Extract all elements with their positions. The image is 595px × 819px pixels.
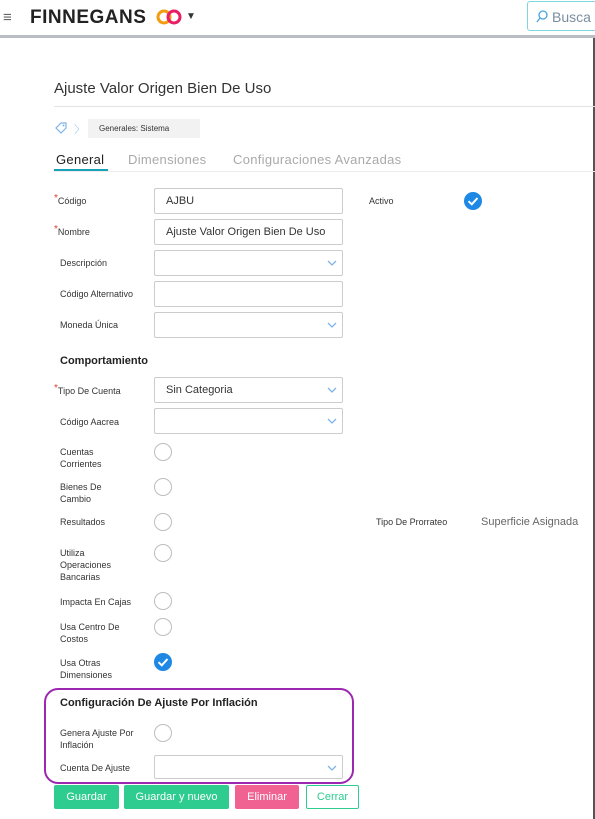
genera-ajuste-label: Genera Ajuste Por Inflación xyxy=(60,728,134,750)
tipo-cuenta-select[interactable] xyxy=(154,377,343,403)
usa-otras-dimensiones-checkbox[interactable] xyxy=(154,653,172,671)
tabs-divider xyxy=(54,171,595,172)
page-title: Ajuste Valor Origen Bien De Uso xyxy=(54,80,272,97)
guardar-nuevo-button[interactable]: Guardar y nuevo xyxy=(124,785,229,809)
tag-icon[interactable] xyxy=(55,122,67,134)
moneda-select[interactable] xyxy=(154,312,343,338)
codigo-alternativo-label: Código Alternativo xyxy=(60,289,134,299)
moneda-label: Moneda Única xyxy=(60,320,119,330)
bienes-cambio-radio[interactable] xyxy=(154,478,172,496)
cerrar-button[interactable]: Cerrar xyxy=(306,785,359,809)
usa-otras-dimensiones-label: Usa Otras Dimensiones xyxy=(60,658,113,680)
chevron-right-icon: 〉 xyxy=(74,124,85,136)
cuentas-corrientes-radio[interactable] xyxy=(154,443,172,461)
search-input[interactable] xyxy=(527,1,595,31)
cuenta-ajuste-label: Cuenta De Ajuste xyxy=(60,763,131,773)
codigo-aacrea-select[interactable] xyxy=(154,408,343,434)
usa-centro-costos-label: Usa Centro De Costos xyxy=(60,622,120,644)
tab-configuraciones-avanzadas[interactable]: Configuraciones Avanzadas xyxy=(233,152,402,167)
descripcion-select[interactable] xyxy=(154,250,343,276)
tab-general[interactable]: General xyxy=(56,152,105,167)
chevron-down-icon xyxy=(327,417,337,425)
tipo-cuenta-value: Sin Categoria xyxy=(166,384,233,396)
hamburger-icon[interactable]: ≡ xyxy=(3,9,12,26)
chevron-down-icon[interactable]: ▼ xyxy=(186,11,196,22)
cuenta-ajuste-select[interactable] xyxy=(154,755,343,779)
impacta-cajas-radio[interactable] xyxy=(154,592,172,610)
codigo-field[interactable]: AJBU xyxy=(154,188,343,214)
guardar-button[interactable]: Guardar xyxy=(54,785,119,809)
tipo-cuenta-label: *Tipo De Cuenta xyxy=(54,383,121,396)
search-placeholder: Busca xyxy=(552,9,591,25)
brand-logo-icon xyxy=(156,8,182,26)
divider xyxy=(54,106,595,107)
resultados-label: Resultados xyxy=(60,517,106,527)
tipo-prorrateo-value: Superficie Asignada xyxy=(481,516,579,528)
codigo-label: *Código xyxy=(54,193,87,206)
impacta-cajas-label: Impacta En Cajas xyxy=(60,597,132,607)
activo-label: Activo xyxy=(369,196,394,206)
top-bar xyxy=(0,0,595,38)
activo-checkbox[interactable] xyxy=(464,192,482,210)
chevron-down-icon xyxy=(327,386,337,394)
nombre-field[interactable]: Ajuste Valor Origen Bien De Uso xyxy=(154,219,343,245)
comportamiento-heading: Comportamiento xyxy=(60,355,148,367)
usa-centro-costos-radio[interactable] xyxy=(154,618,172,636)
eliminar-button[interactable]: Eliminar xyxy=(235,785,299,809)
genera-ajuste-radio[interactable] xyxy=(154,724,172,742)
resultados-radio[interactable] xyxy=(154,513,172,531)
tab-dimensiones[interactable]: Dimensiones xyxy=(128,152,207,167)
chevron-down-icon xyxy=(327,321,337,329)
chevron-down-icon xyxy=(327,764,337,772)
utiliza-operaciones-radio[interactable] xyxy=(154,544,172,562)
descripcion-label: Descripción xyxy=(60,258,108,268)
inflacion-heading: Configuración De Ajuste Por Inflación xyxy=(60,697,258,709)
utiliza-operaciones-label: Utiliza Operaciones Bancarias xyxy=(60,548,112,582)
chevron-down-icon xyxy=(327,259,337,267)
nombre-label: *Nombre xyxy=(54,224,90,237)
breadcrumb[interactable]: Generales: Sistema xyxy=(88,119,200,138)
codigo-alternativo-field[interactable] xyxy=(154,281,343,307)
brand-name: FINNEGANS xyxy=(30,7,147,28)
tipo-prorrateo-label: Tipo De Prorrateo xyxy=(376,517,448,527)
bienes-cambio-label: Bienes De Cambio xyxy=(60,482,102,504)
search-icon xyxy=(536,10,548,24)
cuentas-corrientes-label: Cuentas Corrientes xyxy=(60,447,102,469)
codigo-aacrea-label: Código Aacrea xyxy=(60,417,120,427)
